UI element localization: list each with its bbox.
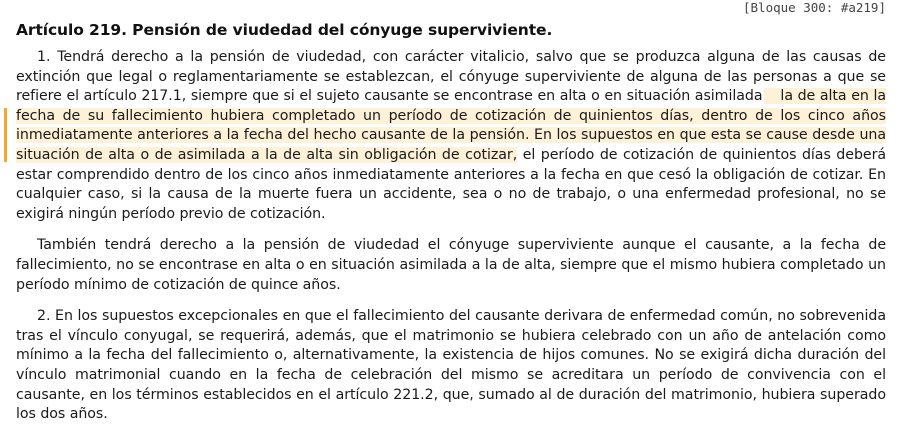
paragraph-3: 2. En los supuestos excepcionales en que el fallecimiento del causante derivara de enfermedad común, no sobrevenida tras el vínculo conyugal, se requerirá, además, que el matrimonio se hubiera celebrado con un año de antelación como mínimo a la fecha del fallecimiento o, alternativamente, la existencia de hijos comunes. No se exigirá dicha duración del vínculo matrimonial cuando en la fecha de celebración del mismo se acreditara un período de convivencia con el causante, en los términos establecidos en el artículo 221.2, que, sumado al de duración del matrimonio, hubiera superado los dos años. — [16, 308, 886, 423]
article-219 — [16, 19, 886, 437]
highlight-marker — [4, 108, 7, 162]
paragraph-1 — [16, 48, 886, 224]
paragraph-2: También tendrá derecho a la pensión de viudedad el cónyuge superviviente aunque el causante, a la fecha de fallecimiento, no se encontrase en alta o en situación asimilada a la de alta, siempre que el mismo hubiera completado un período mínimo de cotización de quince años. — [16, 237, 886, 293]
highlighted-text: la de alta en la fecha de su fallecimiento hubiera completado un período de cotización de quinientos días, dentro de los cinco años inmediatamente anteriores a la fecha del hecho causante de la pensión. En los supuestos en que esta se cause desde una situación de alta o de asimilada a la de alta sin obligación de cotizar, — [16, 88, 887, 163]
bloque-reference[interactable]: [Bloque 300: #a219] — [743, 0, 886, 15]
paragraph-1-text-end: el período de cotización de quinientos días deberá estar comprendido dentro de los cinco años inmediatamente anteriores a la fecha en que cesó la obligación de cotizar. En cualquier caso, si la causa de la muerte fuera un accidente, sea o no de trabajo, o una enfermedad profesional, no se exigirá ningún período previo de cotización. — [16, 146, 887, 222]
paragraph-1-text-start: 1. Tendrá derecho a la pensión de viudedad, con carácter vitalicio, salvo que se produzca alguna de las causas de extinción que legal o reglamentariamente se establezcan, el cónyuge superviviente de alguna de las personas a que se refiere el artículo 217.1, siempre que si el sujeto causante se encontrase en alta o en situación asimilada a — [16, 49, 886, 105]
article-title: Artículo 219. Pensión de viudedad del cónyuge superviviente. — [16, 21, 553, 39]
